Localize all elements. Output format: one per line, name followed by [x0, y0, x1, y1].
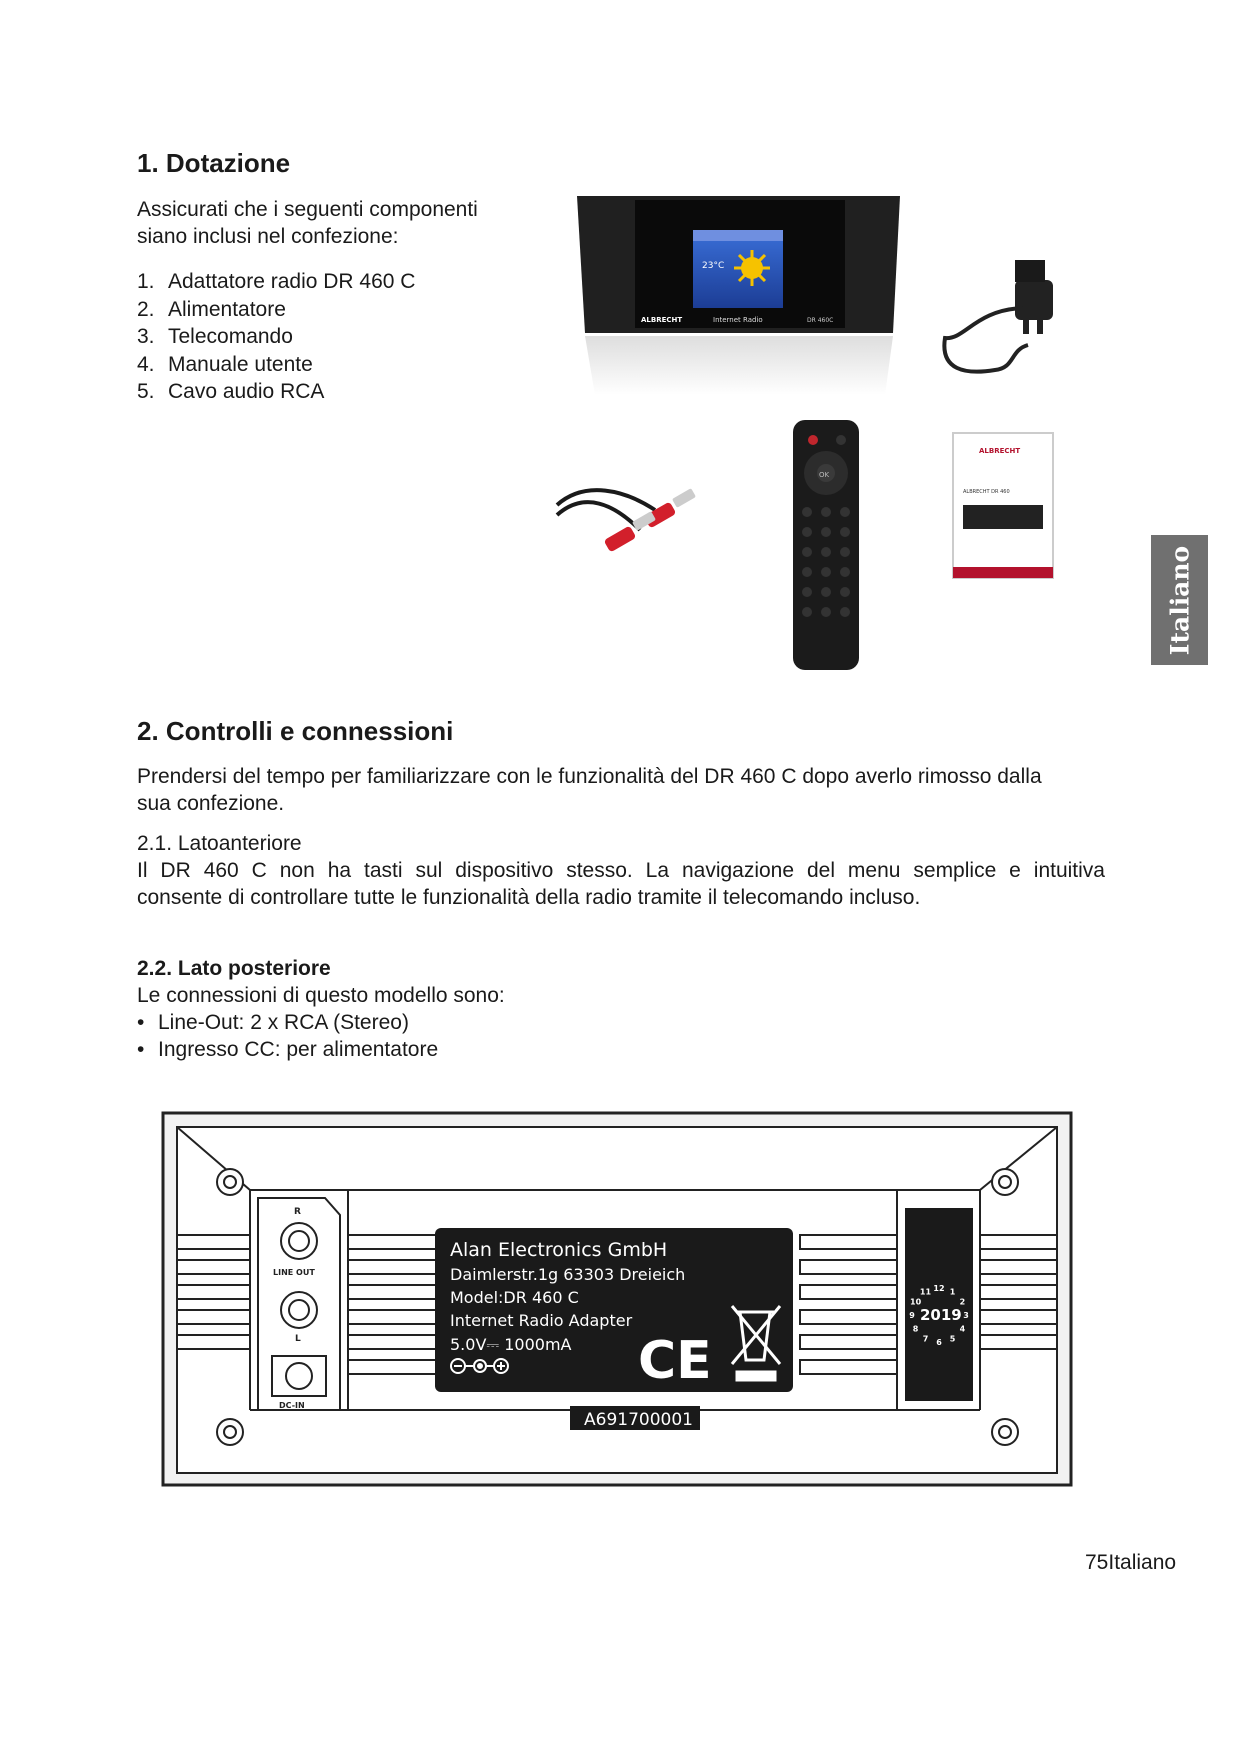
user-manual-image — [953, 433, 1053, 578]
dial-number: 10 — [910, 1297, 922, 1307]
section-2-intro — [137, 763, 1105, 817]
screen-caption: Internet Radio — [713, 316, 763, 324]
list-item: 5. Cavo audio RCA — [137, 380, 325, 403]
brand-logo: ALBRECHT — [641, 316, 683, 324]
dial-number: 4 — [959, 1324, 966, 1334]
label-dc-in: DC-IN — [279, 1401, 305, 1410]
list-item: 4. Manuale utente — [137, 352, 313, 376]
intro-line: sua confezione. — [137, 792, 285, 815]
connections-list — [137, 1009, 1105, 1063]
ok-button-label: OK — [819, 471, 830, 479]
label-r: R — [294, 1207, 301, 1217]
dc-jack-icon — [286, 1363, 312, 1389]
rear-panel-diagram — [160, 1110, 1075, 1490]
subsection-title: 2.1. Latoanteriore — [137, 832, 302, 855]
dial-number: 1 — [949, 1287, 956, 1297]
remote-control-image — [793, 420, 859, 670]
radio-adapter-image — [577, 196, 900, 395]
manual-model: ALBRECHT DR 460 — [963, 489, 1010, 495]
subsection-title: 2.2. Lato posteriore — [137, 957, 331, 980]
list-item: • Line-Out: 2 x RCA (Stereo) — [137, 1009, 1105, 1036]
label-line-out: LINE OUT — [273, 1268, 315, 1277]
ce-mark-icon: CE — [638, 1331, 712, 1391]
rear-side-block — [137, 955, 1105, 1063]
company-name: Alan Electronics GmbH — [450, 1239, 668, 1261]
section-1-heading: 1. Dotazione — [137, 148, 291, 178]
language-tab-label: Italiano — [1165, 545, 1194, 655]
section-1-intro — [137, 196, 478, 250]
manufacture-year: 2019 — [920, 1306, 962, 1324]
contents-list — [137, 268, 415, 406]
model-number: Model:DR 460 C — [450, 1288, 579, 1307]
power-adapter-image — [944, 260, 1053, 372]
sun-icon — [734, 250, 770, 286]
dial-number: 6 — [936, 1338, 942, 1347]
rca-cable-image — [557, 488, 696, 552]
company-address: Daimlerstr.1g 63303 Dreieich — [450, 1265, 686, 1284]
intro-line: siano inclusi nel confezione: — [137, 225, 399, 248]
dial-number: 9 — [909, 1311, 915, 1320]
package-contents-image — [545, 160, 1105, 680]
dial-number: 11 — [919, 1287, 932, 1297]
dial-number: 3 — [963, 1311, 969, 1320]
language-tab — [1151, 535, 1208, 665]
dial-number: 8 — [912, 1324, 919, 1334]
front-side-text: consente di controllare tutte le funzionalità della radio tramite il telecomando incluso. — [137, 886, 921, 909]
dial-number: 5 — [949, 1334, 956, 1344]
page-footer: 75Italiano — [1085, 1551, 1177, 1574]
dial-number: 2 — [959, 1297, 966, 1307]
dial-number: 12 — [933, 1284, 945, 1293]
front-side-text: Il DR 460 C non ha tasti sul dispositivo stesso. La navigazione del menu semplice e intuitiva — [137, 859, 1105, 882]
power-rating: 5.0V⎓ 1000mA — [450, 1335, 572, 1354]
product-type: Internet Radio Adapter — [450, 1311, 633, 1330]
list-item: 3. Telecomando — [137, 325, 293, 348]
list-item: • Ingresso CC: per alimentatore — [137, 1036, 1105, 1063]
manual-brand: ALBRECHT — [979, 447, 1021, 455]
model-label: DR 460C — [807, 317, 834, 324]
list-item: 1. Adattatore radio DR 460 C — [137, 270, 416, 293]
list-item: 2. Alimentatore — [137, 297, 286, 321]
front-side-block — [137, 830, 1105, 911]
label-l: L — [295, 1334, 301, 1344]
rear-side-intro: Le connessioni di questo modello sono: — [137, 984, 505, 1007]
section-2-heading: 2. Controlli e connessioni — [137, 716, 454, 746]
serial-number: A691700001 — [584, 1410, 693, 1430]
screen-temperature: 23°C — [702, 261, 725, 271]
intro-line: Prendersi del tempo per familiarizzare con le funzionalità del DR 460 C dopo averlo rimosso dalla — [137, 765, 1042, 788]
intro-line: Assicurati che i seguenti componenti — [137, 198, 478, 221]
dial-number: 7 — [922, 1334, 929, 1344]
